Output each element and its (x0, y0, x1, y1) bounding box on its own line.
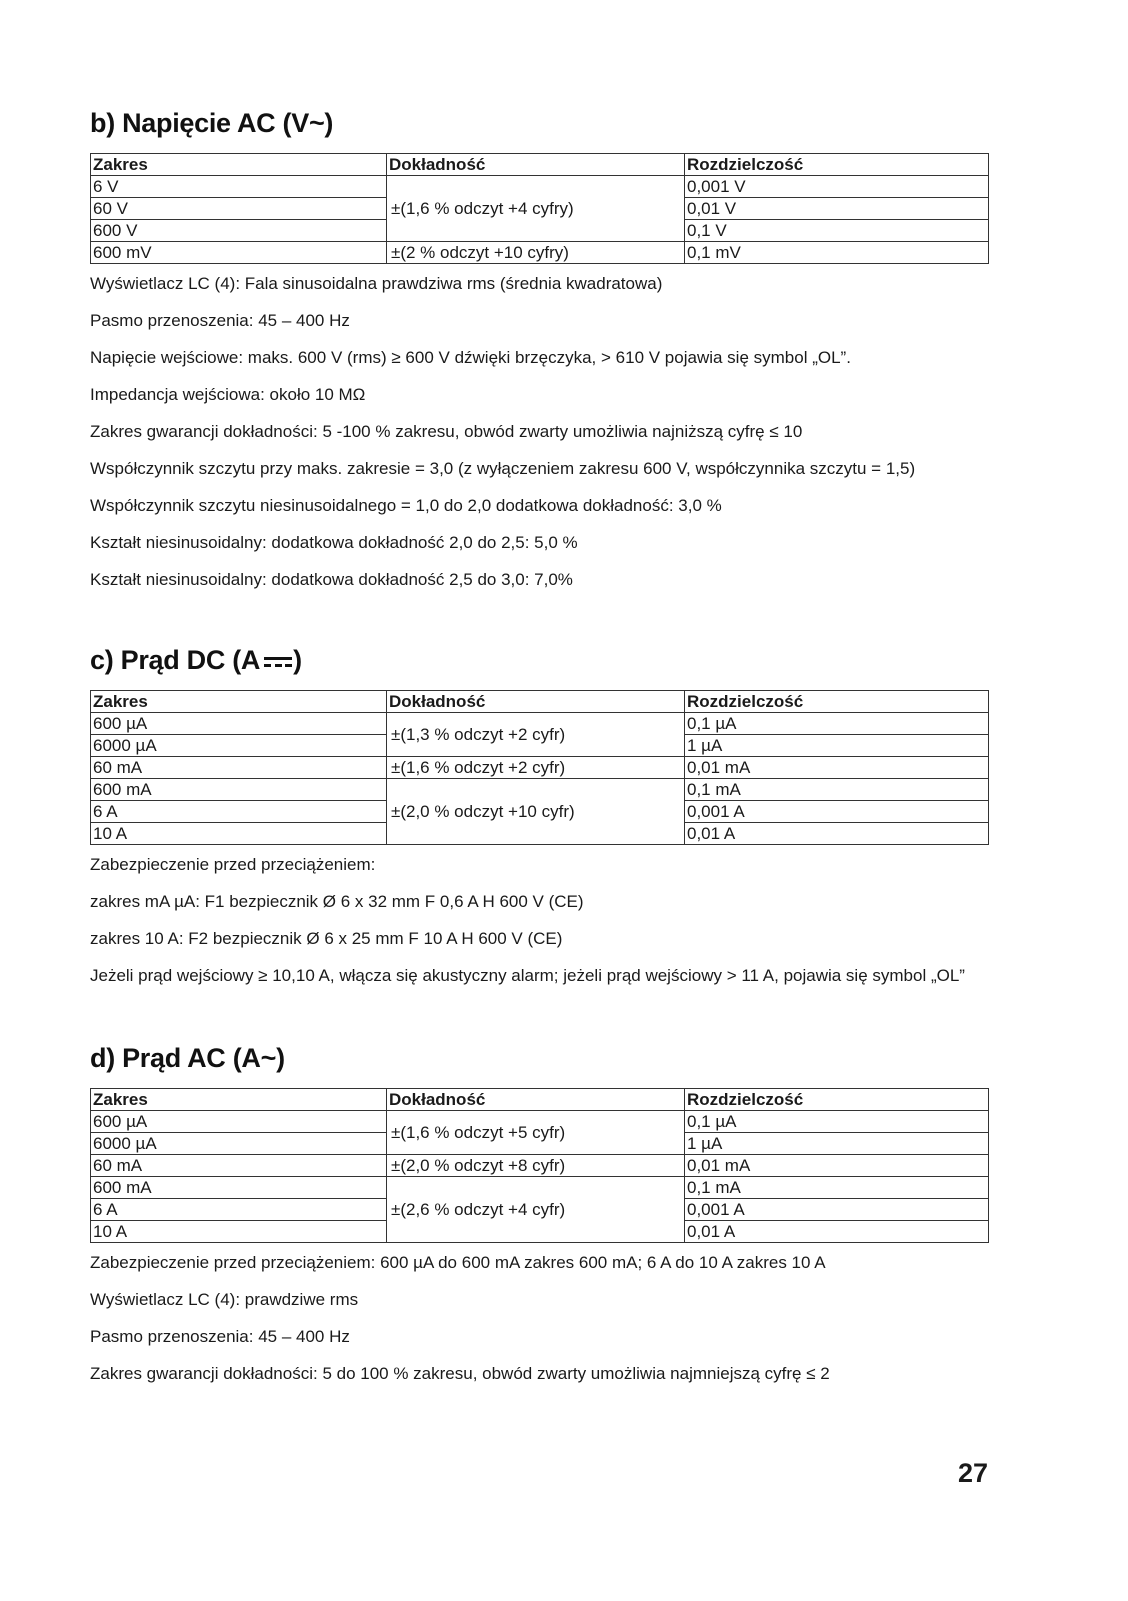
resolution-cell: 0,01 mA (685, 757, 989, 779)
spec-note: Wyświetlacz LC (4): prawdziwe rms (90, 1290, 359, 1309)
table-row (91, 1155, 989, 1177)
spec-note: Jeżeli prąd wejściowy ≥ 10,10 A, włącza się akustyczny alarm; jeżeli prąd wejściowy > 11 A, pojawia się symbol „OL” (90, 966, 965, 985)
range-cell: 6000 µA (91, 1133, 387, 1155)
spec-note: Impedancja wejściowa: około 10 MΩ (90, 385, 366, 404)
resolution-cell: 1 µA (685, 735, 989, 757)
range-cell: 6 A (91, 1199, 387, 1221)
spec-table (90, 690, 989, 845)
spec-note: Zabezpieczenie przed przeciążeniem: (90, 855, 376, 874)
resolution-cell: 0,1 mA (685, 779, 989, 801)
header-range: Zakres (91, 691, 387, 713)
range-cell: 6 V (91, 176, 387, 198)
resolution-cell: 0,1 V (685, 220, 989, 242)
range-cell: 10 A (91, 823, 387, 845)
heading-text: c) Prąd DC (A (90, 645, 261, 675)
accuracy-cell (387, 1177, 685, 1243)
dc-symbol-icon (264, 655, 292, 669)
range-cell: 600 µA (91, 713, 387, 735)
table-row (91, 713, 989, 735)
section-ac-voltage (90, 108, 988, 607)
resolution-cell: 0,1 µA (685, 1111, 989, 1133)
page-number: 27 (957, 1458, 988, 1488)
section-dc-current (90, 645, 988, 1003)
range-cell: 10 A (91, 1221, 387, 1243)
section-heading (90, 645, 988, 676)
range-cell: 600 mV (91, 242, 387, 264)
range-cell: 600 µA (91, 1111, 387, 1133)
spec-note: Współczynnik szczytu przy maks. zakresie = 3,0 (z wyłączeniem zakresu 600 V, współczynnika szczytu = 1,5) (90, 459, 916, 478)
table-header-row (91, 154, 989, 176)
spec-table (90, 153, 989, 264)
table-row (91, 242, 989, 264)
spec-note: Współczynnik szczytu niesinusoidalnego = 1,0 do 2,0 dodatkowa dokładność: 3,0 % (90, 496, 722, 515)
range-cell: 6 A (91, 801, 387, 823)
range-cell: 60 mA (91, 1155, 387, 1177)
range-cell: 60 V (91, 198, 387, 220)
accuracy-text: ±(2,6 % odczyt +4 cyfr) (391, 1200, 566, 1219)
header-accuracy: Dokładność (387, 154, 685, 176)
resolution-cell: 0,01 mA (685, 1155, 989, 1177)
accuracy-cell: ±(2 % odczyt +10 cyfry) (387, 242, 685, 264)
section-ac-current (90, 1043, 988, 1401)
range-cell: 60 mA (91, 757, 387, 779)
range-cell: 600 mA (91, 1177, 387, 1199)
resolution-cell: 0,1 mV (685, 242, 989, 264)
accuracy-cell: ±(1,6 % odczyt +2 cyfr) (387, 757, 685, 779)
spec-note: Napięcie wejściowe: maks. 600 V (rms) ≥ 600 V dźwięki brzęczyka, > 610 V pojawia się symbol „OL”. (90, 348, 851, 367)
spec-note: zakres 10 A: F2 bezpiecznik Ø 6 x 25 mm F 10 A H 600 V (CE) (90, 929, 563, 948)
table-row (91, 757, 989, 779)
header-range: Zakres (91, 154, 387, 176)
resolution-cell: 0,1 µA (685, 713, 989, 735)
table-header-row (91, 691, 989, 713)
spec-note: zakres mA µA: F1 bezpiecznik Ø 6 x 32 mm F 0,6 A H 600 V (CE) (90, 892, 584, 911)
resolution-cell: 0,001 A (685, 1199, 989, 1221)
accuracy-cell: ±(1,6 % odczyt +4 cyfry) (387, 176, 685, 242)
spec-note: Pasmo przenoszenia: 45 – 400 Hz (90, 1327, 350, 1346)
resolution-cell: 1 µA (685, 1133, 989, 1155)
heading-text-end: ) (293, 645, 302, 675)
spec-note: Pasmo przenoszenia: 45 – 400 Hz (90, 311, 350, 330)
spec-note: Zakres gwarancji dokładności: 5 -100 % zakresu, obwód zwarty umożliwia najniższą cyfrę ≤ 10 (90, 422, 803, 441)
spec-note: Kształt niesinusoidalny: dodatkowa dokładność 2,5 do 3,0: 7,0% (90, 570, 573, 589)
accuracy-text: ±(2,0 % odczyt +10 cyfr) (391, 802, 575, 821)
header-resolution: Rozdzielczość (685, 154, 989, 176)
resolution-cell: 0,1 mA (685, 1177, 989, 1199)
section-heading: b) Napięcie AC (V~) (90, 108, 334, 138)
header-resolution: Rozdzielczość (685, 691, 989, 713)
resolution-cell: 0,01 V (685, 198, 989, 220)
accuracy-cell (387, 779, 685, 845)
table-row (91, 1177, 989, 1199)
header-resolution: Rozdzielczość (685, 1089, 989, 1111)
spec-table (90, 1088, 989, 1243)
range-cell: 600 mA (91, 779, 387, 801)
spec-note: Zakres gwarancji dokładności: 5 do 100 % zakresu, obwód zwarty umożliwia najmniejszą cyfrę ≤ 2 (90, 1364, 830, 1383)
range-cell: 600 V (91, 220, 387, 242)
accuracy-cell: ±(1,6 % odczyt +5 cyfr) (387, 1111, 685, 1155)
range-cell: 6000 µA (91, 735, 387, 757)
table-row (91, 1111, 989, 1133)
header-range: Zakres (91, 1089, 387, 1111)
resolution-cell: 0,001 A (685, 801, 989, 823)
spec-note: Zabezpieczenie przed przeciążeniem: 600 µA do 600 mA zakres 600 mA; 6 A do 10 A zakres 10 A (90, 1253, 826, 1272)
table-header-row (91, 1089, 989, 1111)
section-heading: d) Prąd AC (A~) (90, 1043, 285, 1073)
table-row (91, 779, 989, 801)
accuracy-cell: ±(2,0 % odczyt +8 cyfr) (387, 1155, 685, 1177)
spec-note: Kształt niesinusoidalny: dodatkowa dokładność 2,0 do 2,5: 5,0 % (90, 533, 578, 552)
table-row (91, 176, 989, 198)
resolution-cell: 0,01 A (685, 823, 989, 845)
header-accuracy: Dokładność (387, 1089, 685, 1111)
spec-note: Wyświetlacz LC (4): Fala sinusoidalna prawdziwa rms (średnia kwadratowa) (90, 274, 663, 293)
resolution-cell: 0,001 V (685, 176, 989, 198)
header-accuracy: Dokładność (387, 691, 685, 713)
resolution-cell: 0,01 A (685, 1221, 989, 1243)
accuracy-cell: ±(1,3 % odczyt +2 cyfr) (387, 713, 685, 757)
